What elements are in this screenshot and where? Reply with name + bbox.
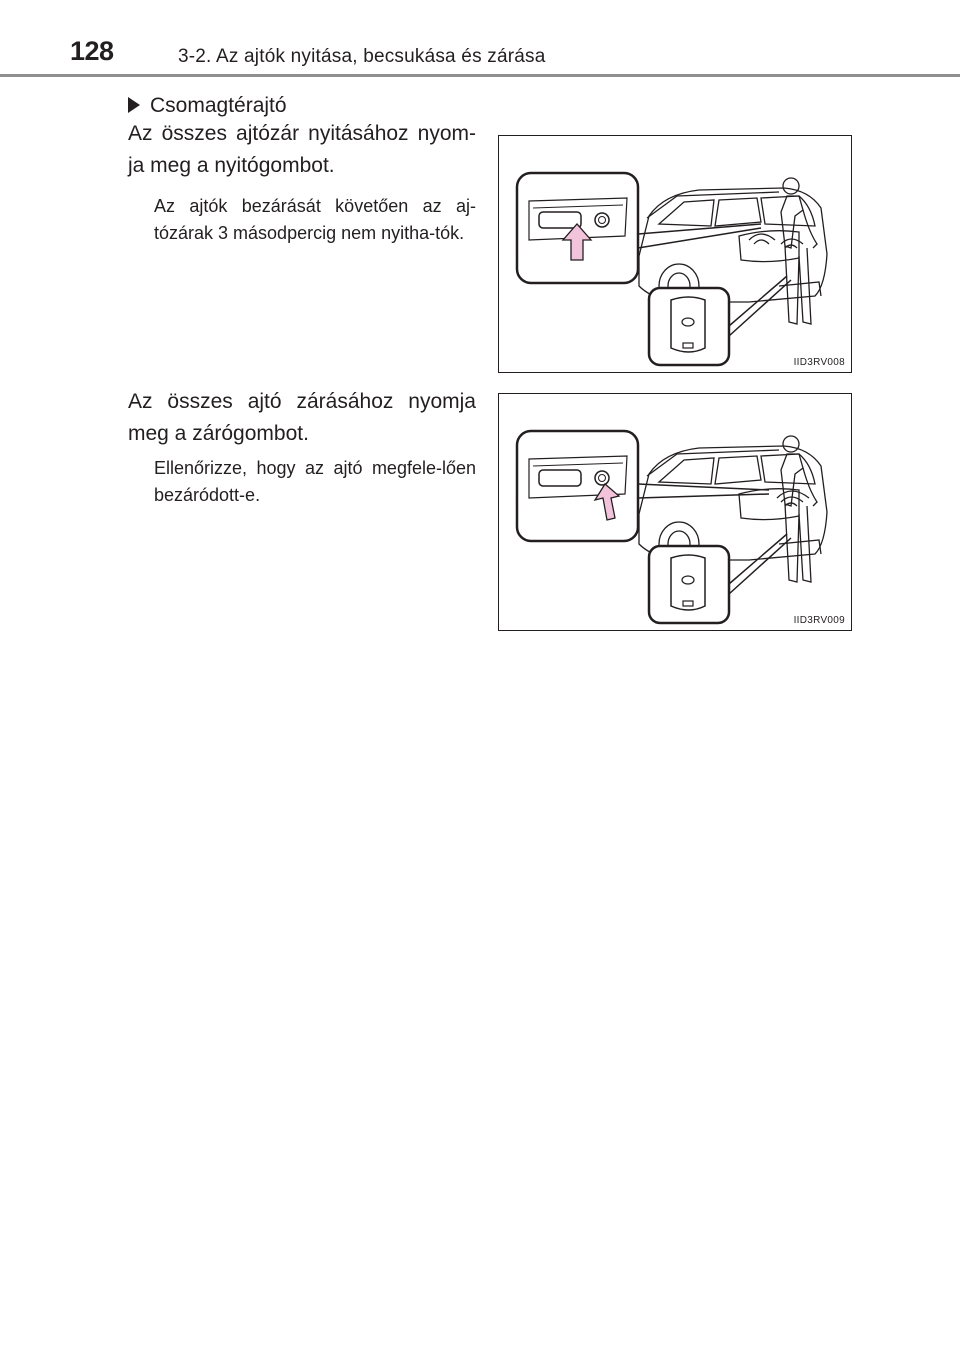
page-header <box>0 0 960 80</box>
note-lock: Ellenőrizze, hogy az ajtó megfele-lően bezáródott-e. <box>154 458 476 505</box>
triangle-bullet-icon <box>128 97 140 113</box>
tailgate-lock-illustration <box>499 394 851 630</box>
note-unlock: Az ajtók bezárását követően az aj-tózárak 3 másodpercig nem nyitha-tók. <box>154 196 476 243</box>
instruction-lock: Az összes ajtó zárásához nyomja meg a zárógombot. <box>128 390 476 445</box>
instruction-unlock: Az összes ajtózár nyitásához nyom-ja meg a nyitógombot. <box>128 122 476 177</box>
chapter-title: 3-2. Az ajtók nyitása, becsukása és zárása <box>178 46 546 67</box>
header-divider <box>0 74 960 77</box>
section-heading-text: Csomagtérajtó <box>150 94 287 117</box>
figure-code: IID3RV008 <box>793 357 845 368</box>
figure-lock <box>498 393 852 631</box>
page-number: 128 <box>70 36 114 66</box>
figure-code: IID3RV009 <box>793 615 845 626</box>
figure-unlock <box>498 135 852 373</box>
tailgate-unlock-illustration <box>499 136 851 372</box>
section-heading <box>128 94 287 118</box>
